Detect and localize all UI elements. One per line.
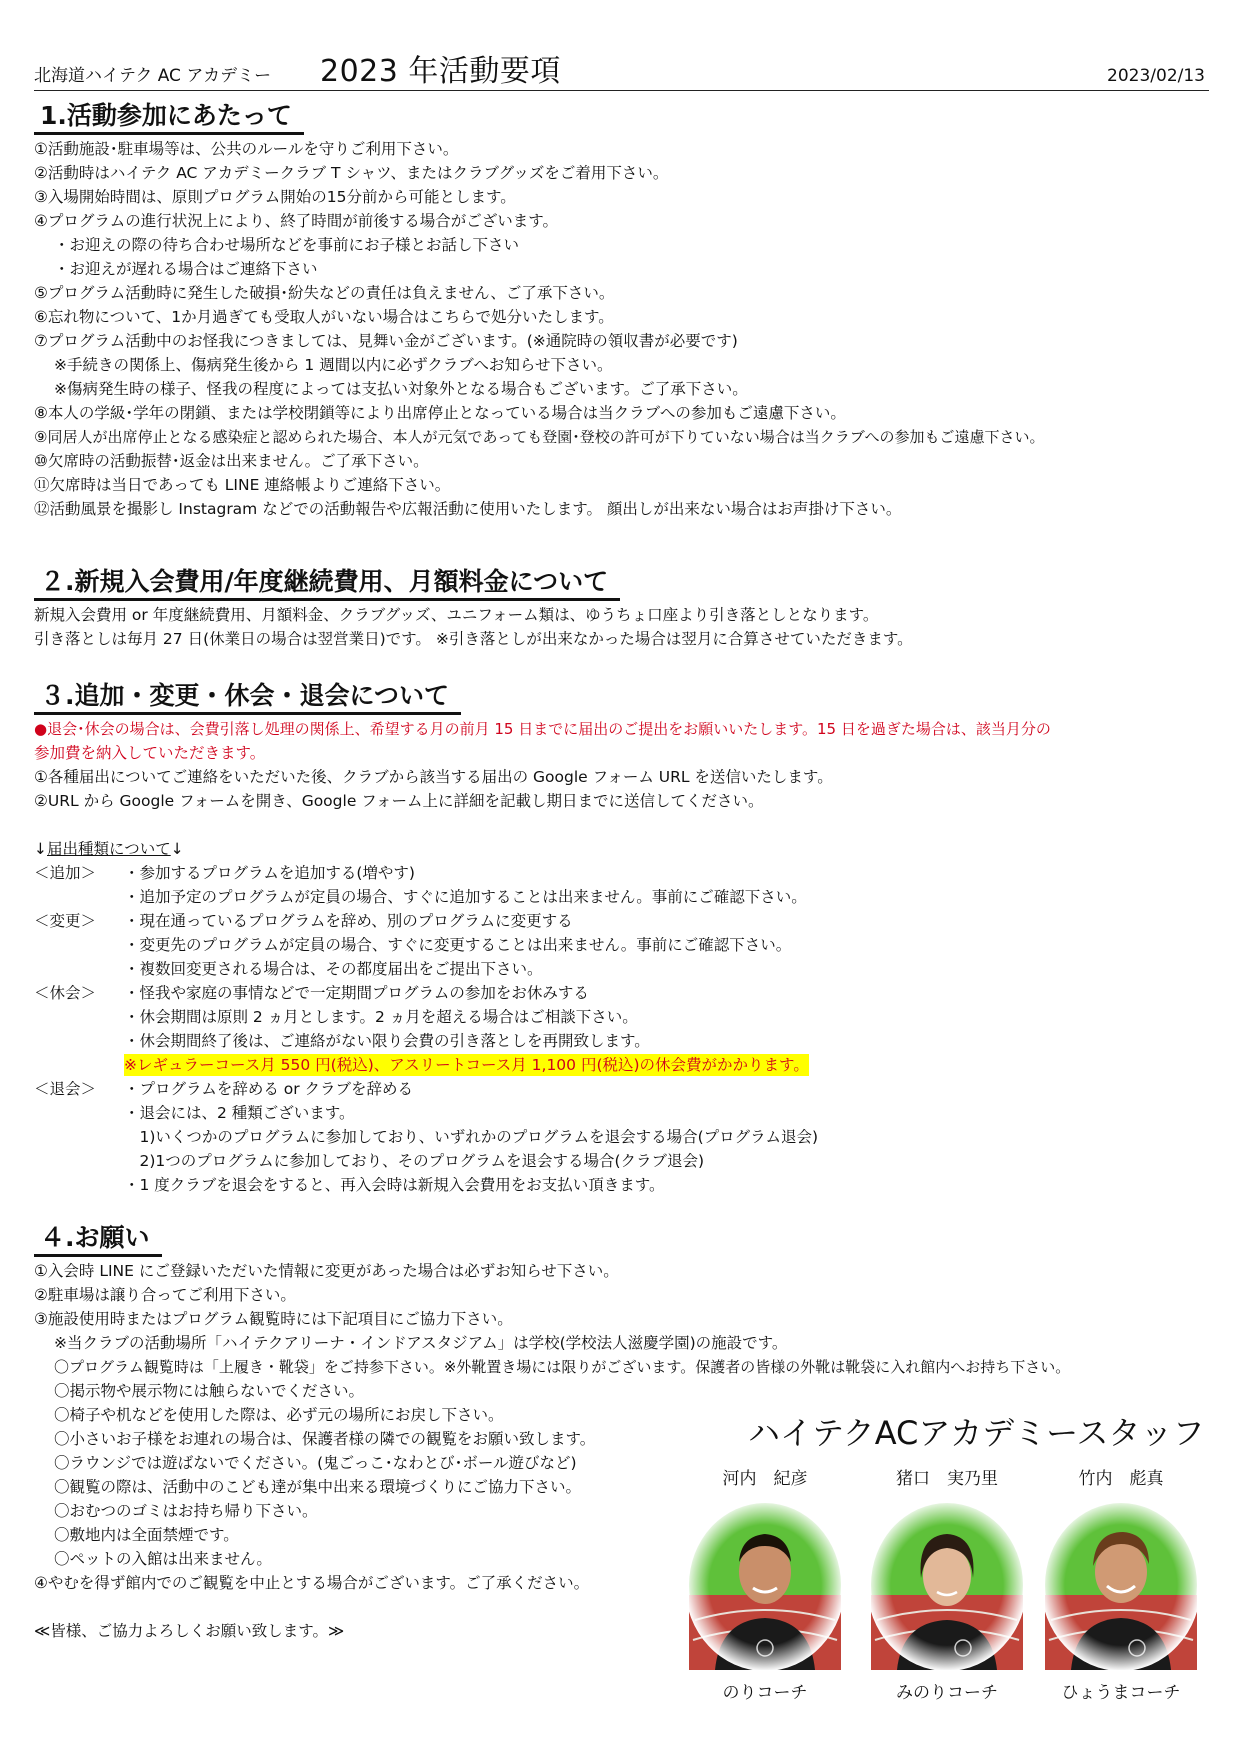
form-type-label [34, 1149, 124, 1173]
request-subline: 〇掲示物や展示物には触らないでください。 [54, 1382, 365, 1400]
document-header [34, 50, 1209, 91]
form-type-text: 1)いくつかのプログラムに参加しており、いずれかのプログラムを退会する場合(プログラム退会) [124, 1128, 819, 1146]
coach-portrait [1041, 1500, 1201, 1670]
staff-member [1036, 1466, 1206, 1703]
form-type-text: ・プログラムを辞める or クラブを辞める [124, 1080, 414, 1098]
form-type-label: ＜退会＞ [34, 1080, 97, 1098]
form-type-row [34, 1005, 1214, 1029]
coach-nickname: みのりコーチ [896, 1683, 998, 1703]
form-types-heading: ↓届出種類について↓ [34, 840, 184, 858]
staff-name: 竹内 彪真 [1078, 1469, 1164, 1489]
form-type-label [34, 957, 124, 981]
coach-nickname: のりコーチ [722, 1683, 808, 1703]
form-type-label [34, 1125, 124, 1149]
form-types-heading-text: 届出種類について [47, 840, 171, 858]
request-subline: 〇椅子や机などを使用した際は、必ず元の場所にお戻し下さい。 [54, 1406, 504, 1424]
rule-line: ⑧本人の学級･学年の閉鎖、または学校閉鎖等により出席停止となっている場合は当クラブへの参加もご遠慮下さい。 [34, 404, 846, 422]
request-subline: 〇小さいお子様をお連れの場合は、保護者様の隣での観覧をお願い致します。 [54, 1430, 596, 1448]
form-type-text: ・休会期間終了後は、ご連絡がない限り会費の引き落としを再開致します。 [124, 1032, 650, 1050]
rule-note: ※手続きの関係上、傷病発生後から 1 週間以内に必ずクラブへお知らせ下さい。 [54, 356, 613, 374]
procedure-line: ①各種届出についてご連絡をいただいた後、クラブから該当する届出の Google フォーム URL を送信いたします。 [34, 768, 833, 786]
staff-name: 河内 紀彦 [722, 1469, 808, 1489]
section-changes [34, 680, 1214, 1197]
request-subline: ※当クラブの活動場所「ハイテクアリーナ・インドアスタジアム」は学校(学校法人滋慶学園)の施設です。 [54, 1334, 788, 1352]
document-date: 2023/02/13 [1107, 66, 1205, 86]
form-type-label: ＜変更＞ [34, 912, 97, 930]
form-types-list [34, 861, 1214, 1053]
form-type-text: ・1 度クラブを退会をすると、再入会時は新規入会費用をお支払い頂きます。 [124, 1176, 665, 1194]
rule-subline: ・お迎えの際の待ち合わせ場所などを事前にお子様とお話し下さい [54, 236, 520, 254]
rule-line: ③入場開始時間は、原則プログラム開始の15分前から可能とします。 [34, 188, 516, 206]
form-type-text: ・怪我や家庭の事情などで一定期間プログラムの参加をお休みする [124, 984, 589, 1002]
form-type-row [34, 981, 1214, 1005]
form-type-text: ・休会期間は原則 2 ヵ月とします。2 ヵ月を超える場合はご相談下さい。 [124, 1008, 638, 1026]
suspension-fee-row [34, 1053, 1214, 1077]
form-type-row [34, 1125, 1214, 1149]
spacer [34, 813, 1214, 837]
staff-name: 猪口 実乃里 [896, 1469, 998, 1489]
rule-subline: ・お迎えが遅れる場合はご連絡下さい [54, 260, 318, 278]
fee-line: 引き落としは毎月 27 日(休業日の場合は翌営業日)です。 ※引き落としが出来なかった場合は翌月に合算させていただきます。 [34, 630, 913, 648]
staff-photo [1041, 1500, 1201, 1670]
form-types-list-withdrawal [34, 1077, 1214, 1197]
form-type-label: ＜追加＞ [34, 864, 97, 882]
deadline-notice: ●退会･休会の場合は、会費引落し処理の関係上、希望する月の前月 15 日までに届出のご提出をお願いいたします。15 日を過ぎた場合は、該当月分の [34, 720, 1051, 738]
form-type-label: ＜休会＞ [34, 984, 97, 1002]
form-type-row [34, 1101, 1214, 1125]
form-type-text: ・複数回変更される場合は、その都度届出をご提出下さい。 [124, 960, 543, 978]
document-title: 2023 年活動要項 [320, 54, 561, 89]
coach-portrait [867, 1500, 1027, 1670]
section-title: ３.追加・変更・休会・退会について [34, 680, 461, 715]
rule-line: ⑪欠席時は当日であっても LINE 連絡帳よりご連絡下さい。 [34, 476, 451, 494]
staff-panel [680, 1408, 1220, 1738]
form-type-row [34, 957, 1214, 981]
request-line: ③施設使用時またはプログラム観覧時には下記項目にご協力下さい。 [34, 1310, 513, 1328]
form-type-row [34, 1029, 1214, 1053]
form-type-text: ・参加するプログラムを追加する(増やす) [124, 864, 415, 882]
rule-line: ④プログラムの進行状況上により、終了時間が前後する場合がございます。 [34, 212, 559, 230]
form-type-row [34, 861, 1214, 885]
section-title: 1.活動参加にあたって [34, 100, 304, 135]
section-title: ２.新規入会費用/年度継続費用、月額料金について [34, 566, 620, 601]
form-type-row [34, 1173, 1214, 1197]
rule-line: ⑤プログラム活動時に発生した破損･紛失などの責任は負えません、ご了承下さい。 [34, 284, 615, 302]
request-subline: 〇敷地内は全面禁煙です。 [54, 1526, 239, 1544]
request-line: ①入会時 LINE にご登録いただいた情報に変更があった場合は必ずお知らせ下さい。 [34, 1262, 619, 1280]
staff-member [680, 1466, 850, 1703]
request-line: ④やむを得ず館内でのご観覧を中止とする場合がございます。ご了承ください。 [34, 1574, 590, 1592]
rule-note: ※傷病発生時の様子、怪我の程度によっては支払い対象外となる場合もございます。ご了承下さい。 [54, 380, 748, 398]
staff-photo [685, 1500, 845, 1670]
form-type-label [34, 1101, 124, 1125]
suspension-fee-highlight: ※レギュラーコース月 550 円(税込)、アスリートコース月 1,100 円(税込)の休会費がかかります。 [124, 1056, 809, 1074]
staff-member [862, 1466, 1032, 1703]
rule-line: ⑨同居人が出席停止となる感染症と認められた場合、本人が元気であっても登園･登校の許可が下りていない場合は当クラブへの参加もご遠慮下さい。 [34, 428, 1045, 446]
fee-line: 新規入会費用 or 年度継続費用、月額料金、クラブグッズ、ユニフォーム類は、ゆうちょ口座より引き落としとなります。 [34, 606, 879, 624]
staff-title: ハイテクACアカデミースタッフ [748, 1414, 1205, 1452]
staff-photo [867, 1500, 1027, 1670]
request-subline: 〇ペットの入館は出来ません。 [54, 1550, 272, 1568]
form-type-row [34, 1077, 1214, 1101]
request-line: ②駐車場は譲り合ってご利用下さい。 [34, 1286, 296, 1304]
closing-message: ≪皆様、ご協力よろしくお願い致します。≫ [34, 1622, 345, 1640]
request-subline: 〇観覧の際は、活動中のこども達が集中出来る環境づくりにご協力下さい。 [54, 1478, 582, 1496]
form-type-label [34, 1173, 124, 1197]
form-type-text: ・追加予定のプログラムが定員の場合、すぐに追加することは出来ません。事前にご確認下さい。 [124, 888, 807, 906]
form-type-row [34, 909, 1214, 933]
coach-nickname: ひょうまコーチ [1061, 1683, 1181, 1703]
request-subline: 〇ラウンジでは遊ばないでください。(鬼ごっこ･なわとび･ボール遊びなど) [54, 1454, 577, 1472]
form-type-label [34, 1005, 124, 1029]
procedure-line: ②URL から Google フォームを開き、Google フォーム上に詳細を記載し期日までに送信してください。 [34, 792, 764, 810]
form-type-text: 2)1つのプログラムに参加しており、そのプログラムを退会する場合(クラブ退会) [124, 1152, 705, 1170]
form-type-text: ・現在通っているプログラムを辞め、別のプログラムに変更する [124, 912, 573, 930]
coach-portrait [685, 1500, 845, 1670]
organization-name: 北海道ハイテク AC アカデミー [34, 66, 272, 86]
form-type-row [34, 1149, 1214, 1173]
form-type-label [34, 1029, 124, 1053]
form-type-label [34, 933, 124, 957]
form-type-row [34, 933, 1214, 957]
form-type-row [34, 885, 1214, 909]
form-type-text: ・退会には、2 種類ございます。 [124, 1104, 355, 1122]
rule-line: ⑦プログラム活動中のお怪我につきましては、見舞い金がございます。(※通院時の領収書が必要です) [34, 332, 738, 350]
request-subline: 〇おむつのゴミはお持ち帰り下さい。 [54, 1502, 318, 1520]
request-subline: 〇プログラム観覧時は「上履き・靴袋」をご持参下さい。※外靴置き場には限りがございます。保護者の皆様の外靴は靴袋に入れ館内へお持ち下さい。 [54, 1358, 1071, 1376]
section-title: ４.お願い [34, 1222, 162, 1257]
deadline-notice-cont: 参加費を納入していただきます。 [34, 744, 266, 762]
rule-line: ⑩欠席時の活動振替･返金は出来ません。ご了承下さい。 [34, 452, 429, 470]
rule-line: ⑫活動風景を撮影し Instagram などでの活動報告や広報活動に使用いたします。 顔出しが出来ない場合はお声掛け下さい。 [34, 500, 902, 518]
section-participation [34, 100, 1214, 521]
rule-line: ①活動施設･駐車場等は、公共のルールを守りご利用下さい。 [34, 140, 459, 158]
form-type-label [34, 885, 124, 909]
section-fees [34, 566, 1214, 651]
rule-line: ②活動時はハイテク AC アカデミークラブ T シャツ、またはクラブグッズをご着用下さい。 [34, 164, 669, 182]
rule-line: ⑥忘れ物について、1か月過ぎても受取人がいない場合はこちらで処分いたします。 [34, 308, 614, 326]
form-type-text: ・変更先のプログラムが定員の場合、すぐに変更することは出来ません。事前にご確認下さい。 [124, 936, 792, 954]
